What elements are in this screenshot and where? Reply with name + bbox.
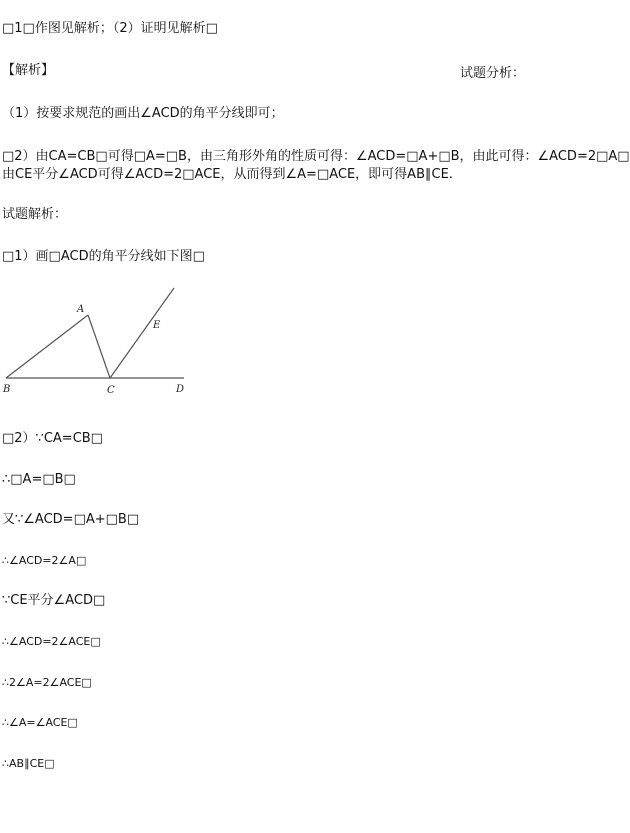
solution-part-1: □1）画□ACD的角平分线如下图□ (2, 249, 205, 264)
analysis-step-1: （1）按要求规范的画出∠ACD的角平分线即可； (2, 106, 284, 121)
analysis-side-label: 试题分析： (460, 66, 526, 81)
solution-heading: 试题解析： (2, 207, 68, 222)
analysis-step-2-line-1: □2）由CA=CB□可得□A=□B，由三角形外角的性质可得：∠ACD=□A+□B，由此可得：∠ACD=2□A□ (2, 149, 630, 164)
proof-step: ∴AB∥CE□ (2, 757, 55, 770)
analysis-step-2-line-2: 由CE平分∠ACD可得∠ACD=2□ACE，从而得到∠A=□ACE，即可得AB∥CE. (2, 167, 453, 182)
label-D: D (176, 384, 185, 395)
proof-step: ∵CE平分∠ACD□ (2, 593, 106, 608)
label-C: C (107, 385, 115, 396)
ray-CE (110, 288, 174, 378)
analysis-heading: 【解析】 (2, 63, 55, 78)
proof-step: □2）∵CA=CB□ (2, 431, 103, 446)
segment-BA (6, 315, 88, 378)
label-A: A (77, 304, 85, 315)
proof-step: ∴□A=□B□ (2, 472, 76, 487)
proof-step: ∴∠A=∠ACE□ (2, 716, 78, 729)
label-B: B (3, 384, 11, 395)
proof-step: 又∵∠ACD=□A+□B□ (2, 512, 140, 527)
segment-AC (88, 315, 110, 378)
answer-line: □1□作图见解析；（2）证明见解析□ (2, 21, 218, 36)
geometry-figure (0, 280, 200, 400)
proof-step: ∴∠ACD=2∠A□ (2, 554, 87, 567)
proof-step: ∴2∠A=2∠ACE□ (2, 676, 92, 689)
label-E: E (153, 320, 161, 331)
proof-step: ∴∠ACD=2∠ACE□ (2, 635, 101, 648)
